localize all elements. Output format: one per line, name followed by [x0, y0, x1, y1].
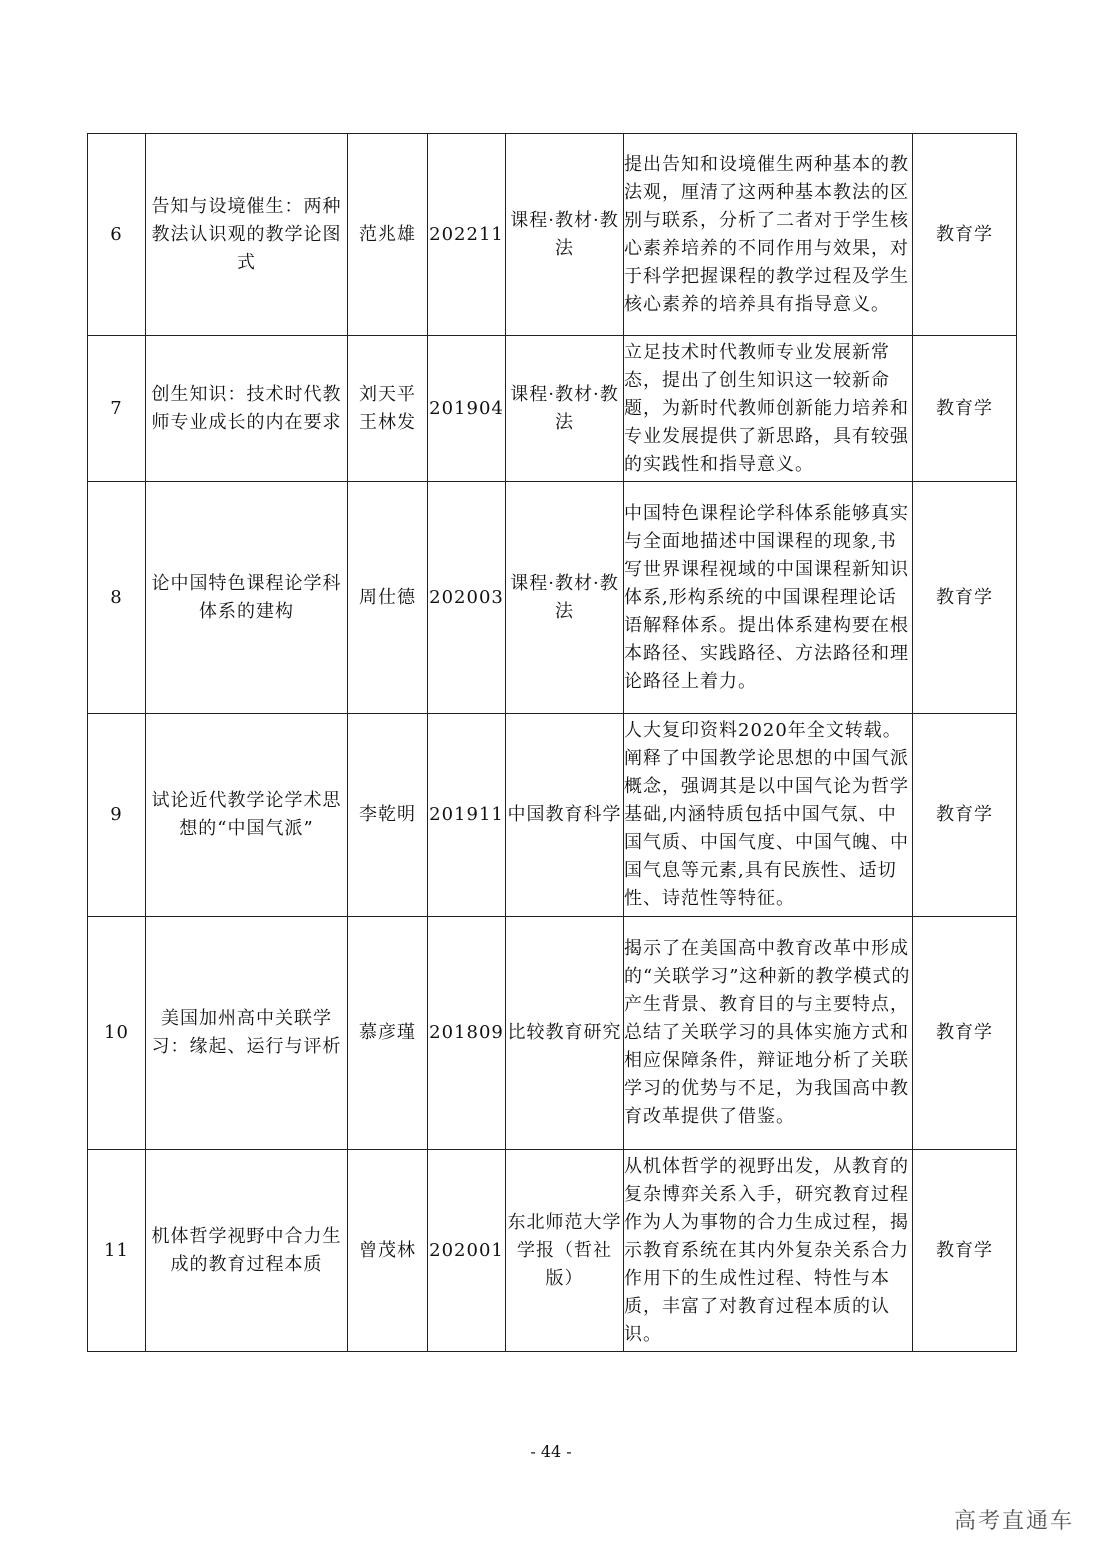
author-name: 慕彦瑾	[348, 917, 428, 1150]
paper-title: 美国加州高中关联学习：缘起、运行与评析	[146, 917, 348, 1150]
author-name: 刘天平 王林发	[348, 336, 428, 482]
discipline-label: 教育学	[913, 1150, 1017, 1352]
table-row	[88, 336, 1017, 482]
paper-title: 机体哲学视野中合力生成的教育过程本质	[146, 1150, 348, 1352]
table-row	[88, 134, 1017, 336]
publish-date: 202001	[428, 1150, 506, 1352]
row-number: 8	[88, 482, 146, 714]
publish-date: 202003	[428, 482, 506, 714]
discipline-label: 教育学	[913, 482, 1017, 714]
summary-text: 揭示了在美国高中教育改革中形成的“关联学习”这种新的教学模式的产生背景、教育目的与主要特点，总结了关联学习的具体实施方式和相应保障条件，辩证地分析了关联学习的优势与不足，为我国高中教育改革提供了借鉴。	[624, 917, 913, 1150]
discipline-label: 教育学	[913, 714, 1017, 917]
summary-text: 人大复印资料2020年全文转载。阐释了中国教学论思想的中国气派概念，强调其是以中国气论为哲学基础,内涵特质包括中国气氛、中国气质、中国气度、中国气魄、中国气息等元素,具有民族性、适切性、诗范性等特征。	[624, 714, 913, 917]
author-name: 范兆雄	[348, 134, 428, 336]
journal-name: 中国教育科学	[506, 714, 624, 917]
journal-name: 东北师范大学学报（哲社版）	[506, 1150, 624, 1352]
paper-title: 试论近代教学论学术思想的“中国气派”	[146, 714, 348, 917]
journal-name: 比较教育研究	[506, 917, 624, 1150]
row-number: 11	[88, 1150, 146, 1352]
publish-date: 201809	[428, 917, 506, 1150]
table-row	[88, 482, 1017, 714]
table-row	[88, 917, 1017, 1150]
document-sheet	[87, 133, 1016, 1352]
records-table	[87, 133, 1017, 1352]
publish-date: 201911	[428, 714, 506, 917]
journal-name: 课程·教材·教法	[506, 336, 624, 482]
page-number: - 44 -	[530, 1442, 572, 1461]
summary-text: 提出告知和设境催生两种基本的教法观，厘清了这两种基本教法的区别与联系，分析了二者对于学生核心素养培养的不同作用与效果，对于科学把握课程的教学过程及学生核心素养的培养具有指导意义。	[624, 134, 913, 336]
discipline-label: 教育学	[913, 917, 1017, 1150]
author-name: 周仕德	[348, 482, 428, 714]
publish-date: 202211	[428, 134, 506, 336]
row-number: 6	[88, 134, 146, 336]
table-row	[88, 1150, 1017, 1352]
row-number: 7	[88, 336, 146, 482]
table-row	[88, 714, 1017, 917]
summary-text: 立足技术时代教师专业发展新常态，提出了创生知识这一较新命题，为新时代教师创新能力培养和专业发展提供了新思路，具有较强的实践性和指导意义。	[624, 336, 913, 482]
row-number: 10	[88, 917, 146, 1150]
watermark-logo: 高考直通车	[953, 1509, 1074, 1534]
row-number: 9	[88, 714, 146, 917]
paper-title: 创生知识：技术时代教师专业成长的内在要求	[146, 336, 348, 482]
summary-text: 中国特色课程论学科体系能够真实与全面地描述中国课程的现象,书写世界课程视域的中国课程新知识体系,形构系统的中国课程理论话语解释体系。提出体系建构要在根本路径、实践路径、方法路径和理论路径上着力。	[624, 482, 913, 714]
paper-title: 论中国特色课程论学科体系的建构	[146, 482, 348, 714]
discipline-label: 教育学	[913, 336, 1017, 482]
author-name: 李乾明	[348, 714, 428, 917]
journal-name: 课程·教材·教法	[506, 482, 624, 714]
author-name: 曾茂林	[348, 1150, 428, 1352]
publish-date: 201904	[428, 336, 506, 482]
paper-title: 告知与设境催生：两种教法认识观的教学论图式	[146, 134, 348, 336]
discipline-label: 教育学	[913, 134, 1017, 336]
summary-text: 从机体哲学的视野出发，从教育的复杂博弈关系入手，研究教育过程作为人为事物的合力生成过程，揭示教育系统在其内外复杂关系合力作用下的生成性过程、特性与本质，丰富了对教育过程本质的认识。	[624, 1150, 913, 1352]
journal-name: 课程·教材·教法	[506, 134, 624, 336]
